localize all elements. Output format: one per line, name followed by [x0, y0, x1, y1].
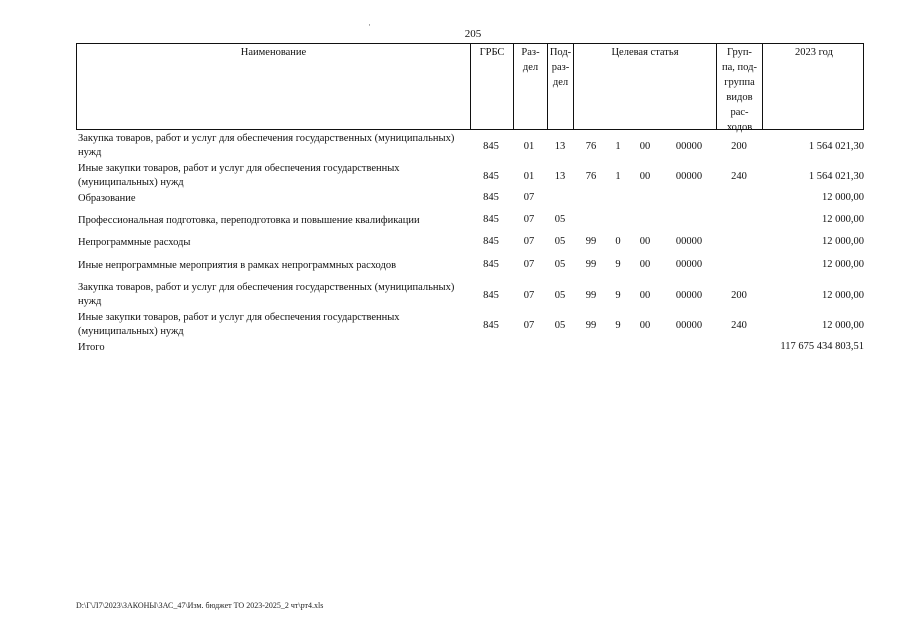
header-name-label: Наименование — [240, 47, 307, 58]
header-group-line: па, под- — [722, 62, 757, 73]
row-grbs: 845 — [483, 192, 499, 203]
row-name: Профессиональная подготовка, переподготовка и повышение квалификации — [78, 215, 420, 226]
row-grbs: 845 — [483, 141, 499, 152]
row-amount: 12 000,00 — [822, 259, 864, 270]
header-group-line: рас- — [730, 107, 749, 118]
row-target-subprogram: 9 — [615, 259, 621, 270]
table-row — [76, 311, 866, 341]
row-target-program: 76 — [585, 171, 597, 182]
total-amount: 117 675 434 803,51 — [780, 341, 864, 352]
header-podrazdel-line: Под- — [549, 47, 572, 58]
row-podrazdel: 05 — [554, 236, 566, 247]
row-name: Иные закупки товаров, работ и услуг для обеспечения государственных (муниципальных) нужд — [78, 312, 400, 337]
row-target-subprogram: 0 — [615, 236, 621, 247]
header-group-line: группа — [724, 77, 755, 88]
row-name: Иные непрограммные мероприятия в рамках непрограммных расходов — [78, 260, 397, 271]
row-podrazdel: 13 — [554, 171, 566, 182]
row-amount: 12 000,00 — [822, 290, 864, 301]
row-razdel: 01 — [523, 141, 535, 152]
footer-file-path: D:\Г\Л7\2023\ЗАКОНЫ\ЗАС_47\Изм. бюджет ТО 2023-2025_2 чт\рт4.xls — [76, 601, 324, 610]
row-target-program: 99 — [585, 290, 597, 301]
row-razdel: 01 — [523, 171, 535, 182]
row-razdel: 07 — [523, 192, 535, 203]
row-podrazdel: 05 — [554, 259, 566, 270]
row-target-event: 00 — [639, 320, 651, 331]
header-podrazdel-line: раз- — [551, 62, 570, 73]
row-amount: 12 000,00 — [822, 236, 864, 247]
row-target-event: 00 — [639, 141, 651, 152]
table-row — [76, 236, 866, 256]
row-target-direction: 00000 — [675, 236, 703, 247]
header-name — [77, 44, 471, 129]
row-grbs: 845 — [483, 320, 499, 331]
row-name: Образование — [78, 193, 136, 204]
row-name: Закупка товаров, работ и услуг для обеспечения государственных (муниципальных) нужд — [78, 133, 455, 158]
header-grbs-label: ГРБС — [479, 47, 505, 58]
table-row — [76, 214, 866, 234]
header-group-line: ходов — [726, 122, 753, 133]
row-razdel: 07 — [523, 259, 535, 270]
header-year — [763, 44, 865, 129]
header-podrazdel — [548, 44, 574, 129]
header-year-label: 2023 год — [795, 47, 833, 58]
table-header — [76, 43, 864, 133]
row-grbs: 845 — [483, 259, 499, 270]
row-target-direction: 00000 — [675, 141, 703, 152]
row-group: 200 — [731, 290, 747, 301]
row-razdel: 07 — [523, 290, 535, 301]
page-number: 205 — [464, 28, 482, 40]
row-amount: 12 000,00 — [822, 192, 864, 203]
row-target-event: 00 — [639, 259, 651, 270]
header-razdel — [514, 44, 548, 129]
row-target-subprogram: 9 — [615, 320, 621, 331]
row-podrazdel: 05 — [554, 214, 566, 225]
table-row — [76, 192, 866, 212]
row-name: Непрограммные расходы — [78, 237, 191, 248]
row-target-direction: 00000 — [675, 290, 703, 301]
row-group: 240 — [731, 320, 747, 331]
row-target-event: 00 — [639, 290, 651, 301]
row-amount: 12 000,00 — [822, 214, 864, 225]
total-row — [76, 341, 866, 357]
row-target-program: 76 — [585, 141, 597, 152]
header-group-line: видов — [726, 92, 753, 103]
stray-mark: · — [368, 20, 371, 30]
row-podrazdel: 05 — [554, 290, 566, 301]
row-razdel: 07 — [523, 214, 535, 225]
header-target — [574, 44, 717, 129]
row-grbs: 845 — [483, 171, 499, 182]
row-amount: 12 000,00 — [822, 320, 864, 331]
row-target-subprogram: 1 — [615, 171, 621, 182]
header-podrazdel-line: дел — [552, 77, 569, 88]
row-podrazdel: 13 — [554, 141, 566, 152]
row-amount: 1 564 021,30 — [808, 141, 864, 152]
row-target-event: 00 — [639, 171, 651, 182]
row-name: Закупка товаров, работ и услуг для обеспечения государственных (муниципальных) нужд — [78, 282, 455, 307]
table-row — [76, 259, 866, 279]
row-target-program: 99 — [585, 259, 597, 270]
total-label: Итого — [78, 342, 105, 353]
row-grbs: 845 — [483, 236, 499, 247]
row-name: Иные закупки товаров, работ и услуг для обеспечения государственных (муниципальных) нужд — [78, 163, 400, 188]
row-razdel: 07 — [523, 320, 535, 331]
header-grbs — [471, 44, 514, 129]
row-grbs: 845 — [483, 290, 499, 301]
header-razdel-line: дел — [522, 62, 539, 73]
row-grbs: 845 — [483, 214, 499, 225]
row-target-direction: 00000 — [675, 171, 703, 182]
table-row — [76, 281, 866, 311]
header-group-line: Груп- — [727, 47, 752, 58]
row-target-subprogram: 9 — [615, 290, 621, 301]
row-target-event: 00 — [639, 236, 651, 247]
row-group: 240 — [731, 171, 747, 182]
row-group: 200 — [731, 141, 747, 152]
table-row — [76, 132, 866, 162]
row-target-program: 99 — [585, 320, 597, 331]
row-razdel: 07 — [523, 236, 535, 247]
row-target-program: 99 — [585, 236, 597, 247]
row-target-direction: 00000 — [675, 320, 703, 331]
row-target-direction: 00000 — [675, 259, 703, 270]
header-group — [717, 44, 763, 133]
header-target-label: Целевая статья — [611, 47, 679, 58]
table-row — [76, 162, 866, 192]
row-target-subprogram: 1 — [615, 141, 621, 152]
row-podrazdel: 05 — [554, 320, 566, 331]
header-razdel-line: Раз- — [521, 47, 540, 58]
row-amount: 1 564 021,30 — [808, 171, 864, 182]
